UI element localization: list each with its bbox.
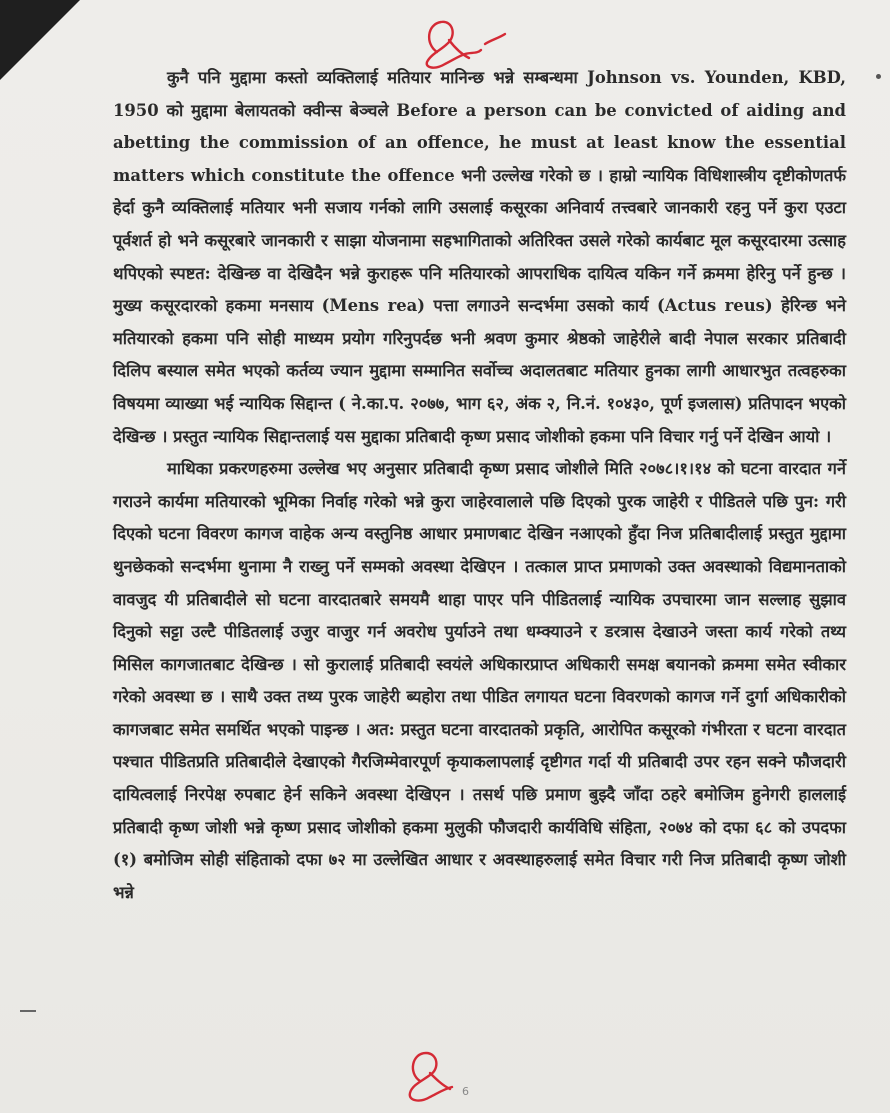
document-body bbox=[113, 62, 846, 909]
signature-mark-bottom bbox=[400, 1045, 470, 1107]
margin-dot bbox=[876, 74, 881, 79]
page-number: 6 bbox=[462, 1085, 469, 1098]
margin-tick bbox=[20, 1010, 36, 1012]
paragraph-2: माथिका प्रकरणहरुमा उल्लेख भए अनुसार प्रतिबादी कृष्ण प्रसाद जोशीले मिति २०७८।१।१४ को घटना वारदात गर्ने गराउने कार्यमा मतियारको भूमिका निर्वाह गरेको भन्ने कुरा जाहेरवालाले पछि दिएको पुरक जाहेरी र पीडितले पछि पुन: गरी दिएको घटना विवरण कागज वाहेक अन्य वस्तुनिष्ठ आधार प्रमाणबाट देखिन नआएको हुँदा निज प्रतिबादीलाई प्रस्तुत मुद्दामा थुनछेकको सन्दर्भमा थुनामा नै राख्नु पर्ने सम्मको अवस्था देखिएन । तत्काल प्राप्त प्रमाणको उक्त अवस्थाको विद्यमानताको वावजुद यी प्रतिबादीले सो घटना वारदातबारे समयमै थाहा पाएर पनि पीडितलाई न्यायिक उपचारमा जान सल्लाह सुझाव दिनुको सट्टा उल्टै पीडितलाई उजुर वाजुर गर्न अवरोध पुर्याउने तथा धम्क्याउने र डरत्रास देखाउने जस्ता कार्य गरेको तथ्य मिसिल कागजातबाट देखिन्छ । सो कुरालाई प्रतिबादी स्वयंले अधिकारप्राप्त अधिकारी समक्ष बयानको क्रममा समेत स्वीकार गरेको अवस्था छ । साथै उक्त तथ्य पुरक जाहेरी ब्यहोरा तथा पीडित लगायत घटना विवरणको कागज गर्ने दुर्गा अधिकारीको कागजबाट समेत समर्थित भएको पाइन्छ । अत: प्रस्तुत घटना वारदातको प्रकृति, आरोपित कसूरको गंभीरता र घटना वारदात पश्चात पीडितप्रति प्रतिबादीले देखाएको गैरजिम्मेवारपूर्ण कृयाकलापलाई दृष्टीगत गर्दा यी प्रतिबादी उपर रहन सक्ने फौजदारी दायित्वलाई निरपेक्ष रुपबाट हेर्न सकिने अवस्था देखिएन । तसर्थ पछि प्रमाण बुझ्दै जाँदा ठहरे बमोजिम हुनेगरी हाललाई प्रतिबादी कृष्ण जोशी भन्ने कृष्ण प्रसाद जोशीको हकमा मुलुकी फौजदारी कार्यविधि संहिता, २०७४ को दफा ६८ को उपदफा (१) बमोजिम सोही संहिताको दफा ७२ मा उल्लेखित आधार र अवस्थाहरुलाई समेत विचार गरी निज प्रतिबादी कृष्ण जोशी भन्ने bbox=[113, 459, 846, 902]
folded-corner bbox=[0, 0, 80, 80]
paragraph-1: कुनै पनि मुद्दामा कस्तो व्यक्तिलाई मतियार मानिन्छ भन्ने सम्बन्धमा Johnson vs. Younden, KBD, 1950 को मुद्दामा बेलायतको क्वीन्स बेञ्चले Before a person can be convicted of aiding and abetting the commission of an offence, he must at least know the essential matters which constitute the offence भनी उल्लेख गरेको छ । हाम्रो न्यायिक विधिशास्त्रीय दृष्टीकोणतर्फ हेर्दा कुनै व्यक्तिलाई मतियार भनी सजाय गर्नको लागि उसलाई कसूरका अनिवार्य तत्त्वबारे जानकारी रहनु पर्ने कुरा एउटा पूर्वशर्त हो भने कसूरबारे जानकारी र साझा योजनामा सहभागिताको अतिरिक्त उसले गरेको कार्यबाट मूल कसूरदारमा उत्साह थपिएको स्पष्टत: देखिन्छ वा देखिदैन भन्ने कुराहरू पनि मतियारको आपराधिक दायित्व यकिन गर्ने क्रममा हेरिनु पर्ने हुन्छ । मुख्य कसूरदारको हकमा मनसाय (Mens rea) पत्ता लगाउने सन्दर्भमा उसको कार्य (Actus reus) हेरिन्छ भने मतियारको हकमा पनि सोही माध्यम प्रयोग गरिनुपर्दछ भनी श्रवण कुमार श्रेष्ठको जाहेरीले बादी नेपाल सरकार प्रतिबादी दिलिप बस्याल समेत भएको कर्तव्य ज्यान मुद्दामा सम्मानित सर्वोच्च अदालतबाट मतियार हुनका लागी आधारभुत तत्वहरुका विषयमा व्याख्या भई न्यायिक सिद्दान्त ( ने.का.प. २०७७, भाग ६२, अंक २, नि.नं. १०४३०, पूर्ण इजलास) प्रतिपादन भएको देखिन्छ । प्रस्तुत न्यायिक सिद्दान्तलाई यस मुद्दाका प्रतिबादी कृष्ण प्रसाद जोशीको हकमा पनि विचार गर्नु पर्ने देखिन आयो । bbox=[113, 68, 846, 446]
